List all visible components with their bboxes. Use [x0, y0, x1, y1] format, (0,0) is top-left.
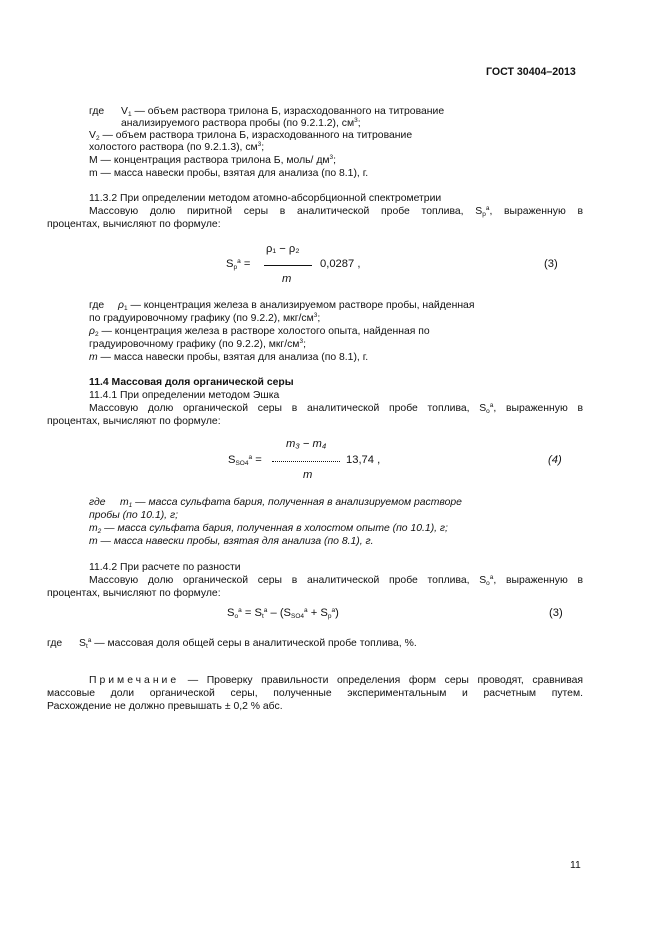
where-block-1: [89, 106, 104, 119]
section-11-4-2-paragraph-cont: процентах, вычисляют по формуле:: [47, 588, 221, 599]
definition-v1: $V_1$ — объем раствора трилона Б, израсходованного на титрование: [121, 106, 445, 118]
section-11-3-2-paragraph: Массовую долю пиритной серы в аналитической пробе топлива, $S_p^a$, выраженную в: [89, 205, 584, 218]
formula-2-number: (4): [548, 454, 562, 466]
definition-v1-cont: анализируемого раствора пробы (по 9.2.1.2), $см^3$;: [121, 117, 361, 129]
formula-2-denominator: m: [303, 469, 313, 481]
section-11-3-2-paragraph-cont: процентах, вычисляют по формуле:: [47, 219, 221, 230]
where-block-2: где: [89, 300, 105, 311]
where-block-3: где: [89, 497, 106, 508]
definition-m-mass: m — масса навески пробы, взятая для анализа (по 8.1), г.: [89, 168, 369, 179]
definition-rho2: $\rho_2$ — концентрация железа в растворе холостого опыта, найденная по: [89, 326, 430, 338]
note-line-3: Расхождение не должно превышать ± 0,2 % абс.: [47, 701, 283, 712]
where-block-4: где: [47, 638, 63, 649]
page-number: 11: [570, 860, 581, 871]
section-11-4-1-paragraph: Массовую долю органической серы в аналитической пробе топлива, $S_o^a$, выраженную в: [89, 402, 583, 415]
note-line-2: массовые доли органической серы, полученные экспериментальным и расчетным путем.: [47, 688, 583, 699]
where-label: где: [89, 106, 105, 117]
section-11-4-heading: 11.4 Массовая доля органической серы: [89, 377, 294, 388]
definition-rho1-cont: по градуировочному графику (по 9.2.2), мкг/$см^3$;: [89, 312, 321, 324]
definition-m1-cont: пробы (по 10.1), г;: [89, 510, 178, 521]
note-paragraph: Примечание — Проверку правильности определения форм серы проводят, сравнивая: [89, 675, 583, 686]
section-11-3-2-heading: 11.3.2 При определении методом атомно-абсорбционной спектрометрии: [89, 193, 442, 204]
formula-2-numerator: m₃ − m₄: [286, 438, 327, 450]
formula-1-number: (3): [544, 258, 558, 270]
definition-m-concentration: М — концентрация раствора трилона Б, моль/ $дм^3$;: [89, 154, 337, 166]
formula-2-factor: 13,74 ,: [346, 454, 381, 466]
definition-m1: $m_1$ — масса сульфата бария, полученная в анализируемом растворе: [120, 497, 462, 509]
formula-3: $S_o^a = S_t^a - (S_{SO4}^a + S_p^a)$: [227, 607, 339, 620]
formula-2-fraction-bar: [272, 461, 340, 462]
definition-m-3: m — масса навески пробы, взятая для анализа (по 8.1), г.: [89, 536, 374, 547]
formula-1-denominator: m: [282, 273, 292, 285]
definition-st: $S_t^a$ — массовая доля общей серы в аналитической пробе топлива, %.: [79, 637, 417, 650]
standard-header: ГОСТ 30404–2013: [486, 66, 576, 78]
definition-rho1: $\rho_1$ — концентрация железа в анализируемом растворе пробы, найденная: [118, 300, 475, 312]
note-label: Примечание: [89, 675, 180, 686]
definition-v2: $V_2$ — объем раствора трилона Б, израсходованного на титрование: [89, 130, 413, 142]
formula-1-numerator: ρ₁ − ρ₂: [266, 243, 300, 255]
formula-1-fraction-bar: [264, 265, 312, 266]
section-11-4-1-paragraph-cont: процентах, вычисляют по формуле:: [47, 416, 221, 427]
section-11-4-2-heading: 11.4.2 При расчете по разности: [89, 562, 241, 573]
definition-m-2: m — масса навески пробы, взятая для анализа (по 8.1), г.: [89, 352, 369, 363]
section-11-4-2-paragraph: Массовую долю органической серы в аналитической пробе топлива, $S_o^a$, выраженную в: [89, 574, 583, 587]
definition-m2: $m_2$ — масса сульфата бария, полученная в холостом опыте (по 10.1), г;: [89, 523, 448, 535]
section-11-4-1-heading: 11.4.1 При определении методом Эшка: [89, 390, 280, 401]
formula-1-lhs: $S_p^a$ =: [226, 258, 251, 271]
formula-2-lhs: $S_{SO4}^a$ =: [228, 454, 262, 467]
formula-1-factor: 0,0287 ,: [320, 258, 361, 270]
definition-rho2-cont: градуировочному графику (по 9.2.2), мкг/$см^3$;: [89, 338, 306, 350]
definition-v2-cont: холостого раствора (по 9.2.1.3), $см^3$;: [89, 141, 265, 153]
formula-3-number: (3): [549, 607, 563, 619]
